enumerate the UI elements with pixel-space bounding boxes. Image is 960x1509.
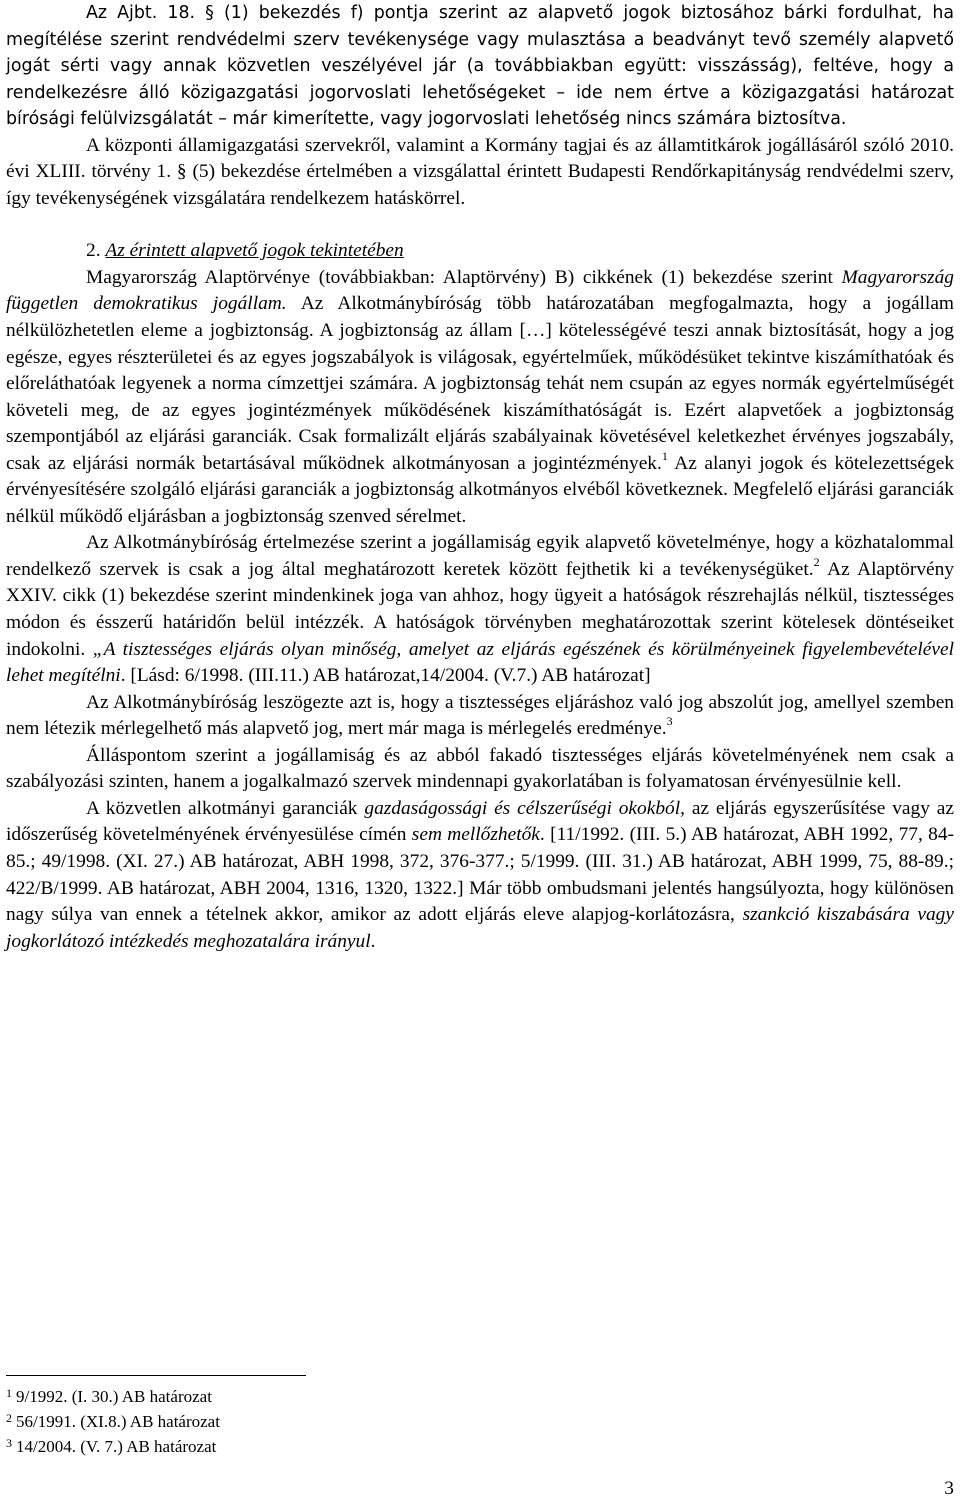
footnote-ref-2[interactable]: 2 xyxy=(813,554,820,569)
footnotes xyxy=(6,1375,406,1459)
section-heading xyxy=(6,238,954,265)
footnote-ref-1[interactable]: 1 xyxy=(661,448,668,463)
paragraph-abszolut-jog: Az Alkotmánybíróság leszögezte azt is, hogy a tisztességes eljáráshoz való jog abszolút jog, amellyel szemben nem létezik mérlegelhető más alapvető jog, mert már maga is mérlegelés eredménye.$^3$ xyxy=(6,691,954,740)
footnote-2: $^2$ 56/1991. (XI.8.) AB határozat xyxy=(6,1411,220,1431)
spacer xyxy=(6,212,954,238)
paragraph-alaptorveny: Magyarország Alaptörvénye (továbbiakban: Alaptörvény) B) cikkének (1) bekezdése szerint Magyarország független demokratikus jogállam. Az Alkotmánybíróság több határozatában megfogalmazta, hogy a jogállam nélkülözhetetlen eleme a jogbiztonság. A jogbiztonság az állam […] kötelességévé teszi annak biztosítását, hogy a jog egésze, egyes részterületei és az egyes jogszabályok is világosak, egyértelműek, működésüket tekintve kiszámíthatóak és előreláthatóak legyenek a norma címzettjei számára. A jogbiztonság tehát nem csupán az egyes normák egyértelműségét követeli meg, de az egyes jogintézmények működésének kiszámíthatóságát is. Ezért alapvetőek a jogbiztonság szempontjából az eljárási garanciák. Csak formalizált eljárás szabályainak követésével keletkezhet érvényes jogszabály, csak az eljárási normák betartásával működnek alkotmányosan a jogintézmények.$^1$ Az alanyi jogok és kötelezettségek érvényesítésére szolgáló eljárási garanciák a jogbiztonság alkotmányos elvéből következnek. Megfelelő eljárási garanciák nélkül működő eljárásban a jogbiztonság szenved sérelmet. xyxy=(6,266,955,527)
footnote-ref-3[interactable]: 3 xyxy=(666,714,673,729)
paragraph-ajbt: Az Ajbt. 18. § (1) bekezdés f) pontja szerint az alapvető jogok biztosához bárki fordulhat, ha megítélése szerint rendvédelmi szerv tevékenysége vagy mulasztása a beadványt tevő személy alapvető jogát sérti vagy annak közvetlen veszélyével jár (a továbbiakban együtt: visszásság), feltéve, hogy a rendelkezésre álló közigazgatási jogorvoslati lehetőségeket – ide nem értve a közigazgatási határozat bírósági felülvizsgálatát – már kimerítette, vagy jogorvoslati lehetőség nincs számára biztosítva. xyxy=(6,3,954,130)
page-number: 3 xyxy=(944,1478,954,1499)
footnote-1: $^1$ 9/1992. (I. 30.) AB határozat xyxy=(6,1386,212,1406)
paragraph-kozhatalom: Az Alkotmánybíróság értelmezése szerint a jogállamiság egyik alapvető követelménye, hogy a közhatalommal rendelkező szervek is csak a jog által meghatározott keretek között fejthetik ki a tevékenységüket.$^2$ Az Alaptörvény XXIV. cikk (1) bekezdése szerint mindenkinek joga van ahhoz, hogy ügyeit a hatóságok részrehajlás nélkül, tisztességes módon és ésszerű határidőn belül intézzék. A hatóságok törvényben meghatározottak szerint kötelesek döntéseiket indokolni. „A tisztességes eljárás olyan minőség, amelyet az eljárás egészének és körülményeinek figyelembevételével lehet megítélni. [Lásd: 6/1998. (III.11.) AB határozat,14/2004. (V.7.) AB határozat] xyxy=(6,532,955,687)
footnote-3: $^3$ 14/2004. (V. 7.) AB határozat xyxy=(6,1436,217,1456)
footnote-divider xyxy=(6,1375,306,1376)
paragraph-garanciak: A közvetlen alkotmányi garanciák gazdaságossági és célszerűségi okokból, az eljárás egyszerűsítése vagy az időszerűség követelményének érvényesülése címén sem mellőzhetők. [11/1992. (III. 5.) AB határozat, ABH 1992, 77, 84-85.; 49/1998. (XI. 27.) AB határozat, ABH 1998, 372, 376-377.; 5/1999. (III. 31.) AB határozat, ABH 1999, 75, 88-89.; 422/B/1999. AB határozat, ABH 2004, 1316, 1320, 1322.] Már több ombudsmani jelentés hangsúlyozta, hogy különösen nagy súlya van ennek a tételnek akkor, amikor az adott eljárás eleve alapjog-korlátozásra, szankció kiszabására vagy jogkorlátozó intézkedés meghozatalára irányul. xyxy=(6,797,954,952)
document-body xyxy=(6,0,954,955)
section-title: Az érintett alapvető jogok tekintetében xyxy=(105,240,404,262)
section-number: 2. xyxy=(86,240,101,262)
paragraph-allaspont: Álláspontom szerint a jogállamiság és az abból fakadó tisztességes eljárás követelményének nem csak a szabályozási szinten, hanem a jogalkalmazó szervek mindennapi gyakorlatában is folyamatosan érvényesülnie kell. xyxy=(6,744,954,793)
paragraph-kormany: A központi államigazgatási szervekről, valamint a Kormány tagjai és az államtitkárok jogállásáról szóló 2010. évi XLIII. törvény 1. § (5) bekezdése értelmében a vizsgálattal érintett Budapesti Rendőrkapitányság rendvédelmi szerv, így tevékenységének vizsgálatára rendelkezem hatáskörrel. xyxy=(6,134,954,209)
